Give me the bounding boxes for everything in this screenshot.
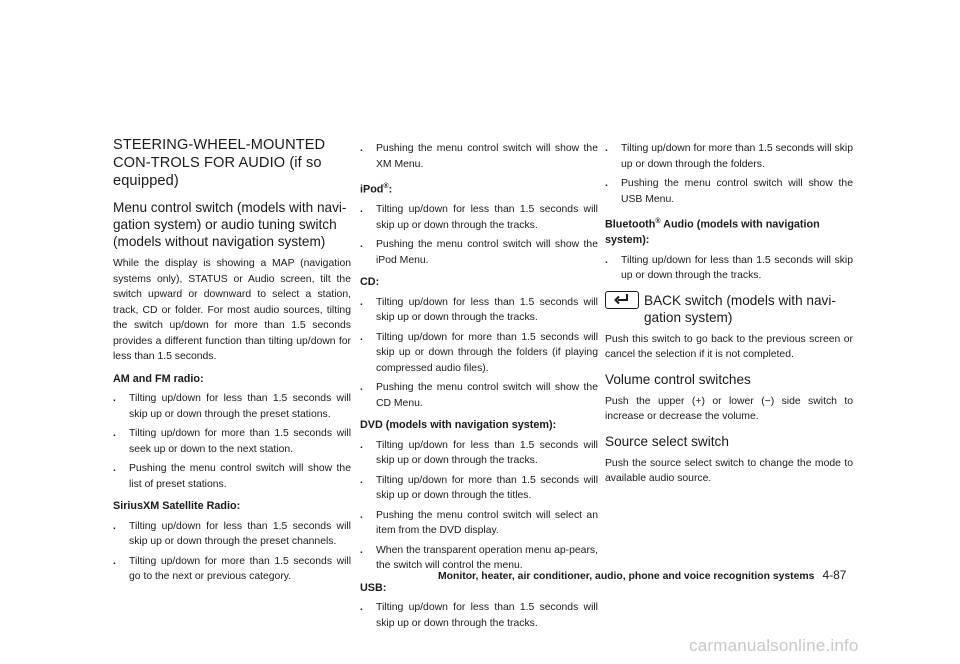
column-1 <box>113 136 351 589</box>
bullet: . <box>605 178 608 189</box>
cd-label: CD: <box>360 276 380 289</box>
list-item: . Tilting up/down for less than 1.5 seconds will skip up or down through the preset stations. <box>113 393 351 420</box>
bullet: . <box>360 143 363 154</box>
dvd-label: DVD (models with navigation system): <box>360 419 557 432</box>
watermark: carmanualsonline.info <box>689 636 859 655</box>
list-item: . Tilting up/down for more than 1.5 seconds will go to the next or previous category. <box>113 555 351 582</box>
bullet: . <box>113 555 116 567</box>
page-number: 4-87 <box>822 568 847 582</box>
list-item: . Tilting up/down for less than 1.5 seconds will skip up or down through the tracks. <box>360 602 598 629</box>
list-item: . When the transparent operation menu ap-pears, the switch will control the menu. <box>360 544 598 572</box>
bullet: . <box>360 296 363 308</box>
page-footer <box>438 568 856 582</box>
bullet: . <box>360 382 363 394</box>
list-item: . Pushing the menu control switch will show the iPod Menu. <box>360 239 598 266</box>
usb-label: USB: <box>360 581 387 594</box>
intro-paragraph: While the display is showing a MAP (navigation systems only), STATUS or Audio screen, tilt the switch upward or downward to select a station, track, CD or folder. For most audio sources, tilting the switch up/down for more than 1.5 seconds provides a different function than tilting up/down for less than 1.5 seconds. <box>113 258 351 362</box>
list-item: . Pushing the menu control switch will show the list of preset stations. <box>113 463 351 490</box>
back-switch-text: Push this switch to go back to the previous screen or cancel the selection if it is not completed. <box>605 333 853 361</box>
bluetooth-label: Bluetooth® Audio (models with navigation system): <box>605 218 820 247</box>
bullet: . <box>360 331 363 343</box>
back-switch-heading-row <box>605 292 853 332</box>
list-item: . Pushing the menu control switch will show the XM Menu. <box>360 143 598 170</box>
list-item: . Pushing the menu control switch will select an item from the DVD display. <box>360 509 598 537</box>
ipod-label: iPod®: <box>360 183 393 196</box>
source-heading: Source select switch <box>605 433 729 449</box>
column-2 <box>360 141 598 635</box>
bullet: . <box>360 544 363 556</box>
list-item: . Tilting up/down for less than 1.5 seconds will skip up or down through the tracks. <box>360 439 598 467</box>
list-item: . Tilting up/down for less than 1.5 seconds will skip up or down through the tracks. <box>605 254 853 282</box>
list-item: . Tilting up/down for less than 1.5 seconds will skip up or down through the tracks. <box>360 296 598 324</box>
list-item: . Tilting up/down for more than 1.5 seconds will seek up or down to the next station. <box>113 428 351 455</box>
bullet: . <box>605 254 608 266</box>
bullet: . <box>360 204 363 216</box>
back-switch-heading: BACK switch (models with navi-gation system) <box>644 292 836 325</box>
bullet: . <box>113 520 116 532</box>
siriusxm-label: SiriusXM Satellite Radio: <box>113 500 241 512</box>
bullet: . <box>360 239 363 251</box>
bullet: . <box>113 428 116 439</box>
list-item: . Pushing the menu control switch will show the CD Menu. <box>360 382 598 409</box>
menu-control-heading: Menu control switch (models with navi-gation system) or audio tuning switch (models without navigation system) <box>113 200 347 249</box>
column-3 <box>605 141 853 492</box>
bullet: . <box>360 439 363 451</box>
bullet: . <box>360 474 363 486</box>
volume-heading: Volume control switches <box>605 371 751 387</box>
am-fm-label: AM and FM radio: <box>113 372 204 385</box>
section-title: STEERING-WHEEL-MOUNTED CON-TROLS FOR AUDIO (if so equipped) <box>113 137 326 189</box>
list-item: . Tilting up/down for less than 1.5 seconds will skip up or down through the tracks. <box>360 204 598 231</box>
bullet: . <box>360 602 363 614</box>
bullet: . <box>113 463 116 474</box>
list-item: . Tilting up/down for less than 1.5 seconds will skip up or down through the preset channels. <box>113 520 351 547</box>
bullet: . <box>605 143 608 154</box>
list-item: . Pushing the menu control switch will show the USB Menu. <box>605 178 853 205</box>
back-arrow-icon <box>605 291 639 309</box>
bullet: . <box>360 509 363 521</box>
volume-text: Push the upper (+) or lower (−) side switch to increase or decrease the volume. <box>605 395 853 423</box>
list-item: . Tilting up/down for more than 1.5 seconds will skip up or down through the folders. <box>605 143 853 170</box>
footer-section-title: Monitor, heater, air conditioner, audio, phone and voice recognition systems <box>438 571 815 582</box>
list-item: . Tilting up/down for more than 1.5 seconds will skip up or down through the titles. <box>360 474 598 502</box>
list-item: . Tilting up/down for more than 1.5 seconds will skip up or down through the folders (if playing compressed audio files). <box>360 331 598 374</box>
bullet: . <box>113 393 116 404</box>
source-text: Push the source select switch to change the mode to available audio source. <box>605 457 853 485</box>
